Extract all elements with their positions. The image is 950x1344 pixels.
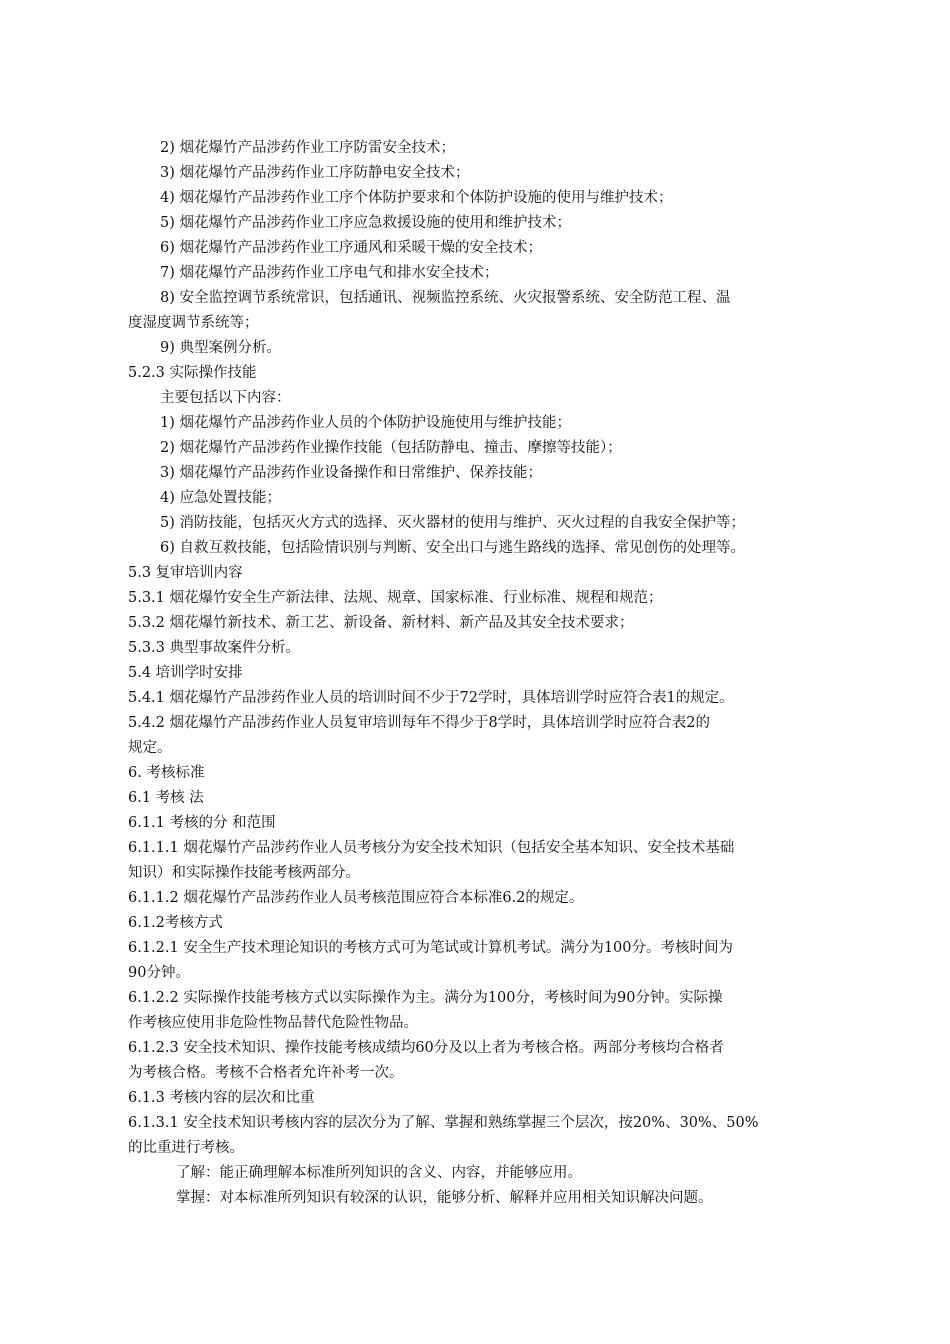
clause-5-4-2-cont: 规定。 — [128, 740, 172, 756]
list-item-8: 8) 安全监控调节系统常识，包括通讯、视频监控系统、火灾报警系统、安全防范工程、温 — [160, 290, 731, 306]
list-item-8-cont: 度湿度调节系统等； — [128, 315, 259, 331]
clause-6-1-1-1-cont: 知识）和实际操作技能考核两部分。 — [128, 865, 360, 881]
skill-item-6: 6) 自救互救技能，包括险情识别与判断、安全出口与逃生路线的选择、常见创伤的处理等。 — [160, 540, 745, 556]
definition-understand: 了解：能正确理解本标准所列知识的含义、内容，并能够应用。 — [176, 1165, 582, 1181]
section-heading-5-4: 5.4 培训学时安排 — [128, 665, 243, 681]
clause-6-1-1-1: 6.1.1.1 烟花爆竹产品涉药作业人员考核分为安全技术知识（包括安全基本知识、安全技术基础 — [128, 840, 735, 856]
skill-item-4: 4) 应急处置技能； — [160, 490, 281, 506]
skill-item-1: 1) 烟花爆竹产品涉药作业人员的个体防护设施使用与维护技能； — [160, 415, 571, 431]
clause-6-1-2-1-cont: 90分钟。 — [128, 965, 190, 981]
clause-5-3-1: 5.3.1 烟花爆竹安全生产新法律、法规、规章、国家标准、行业标准、规程和规范； — [128, 590, 663, 606]
chapter-heading-6: 6. 考核标准 — [128, 765, 205, 781]
clause-6-1-3-1: 6.1.3.1 安全技术知识考核内容的层次分为了解、掌握和熟练掌握三个层次，按20%、30%、50% — [128, 1115, 759, 1131]
skill-item-5: 5) 消防技能，包括灭火方式的选择、灭火器材的使用与维护、灭火过程的自我安全保护等； — [160, 515, 745, 531]
clause-6-1-1-2: 6.1.1.2 烟花爆竹产品涉药作业人员考核范围应符合本标准6.2的规定。 — [128, 890, 584, 906]
list-item-7: 7) 烟花爆竹产品涉药作业工序电气和排水安全技术； — [160, 265, 499, 281]
list-item-3: 3) 烟花爆竹产品涉药作业工序防静电安全技术； — [160, 165, 470, 181]
clause-5-4-2: 5.4.2 烟花爆竹产品涉药作业人员复审培训每年不得少于8学时，具体培训学时应符合表2的 — [128, 715, 710, 731]
clause-6-1-2-2: 6.1.2.2 实际操作技能考核方式以实际操作为主。满分为100分，考核时间为90分钟。实际操 — [128, 990, 723, 1006]
list-item-2: 2) 烟花爆竹产品涉药作业工序防雷安全技术； — [160, 140, 455, 156]
list-item-4: 4) 烟花爆竹产品涉药作业工序个体防护要求和个体防护设施的使用与维护技术； — [160, 190, 673, 206]
clause-6-1-3-1-cont: 的比重进行考核。 — [128, 1140, 244, 1156]
clause-6-1-2-2-cont: 作考核应使用非危险性物品替代危险性物品。 — [128, 1015, 418, 1031]
list-item-6: 6) 烟花爆竹产品涉药作业工序通风和采暖干燥的安全技术； — [160, 240, 542, 256]
list-item-5: 5) 烟花爆竹产品涉药作业工序应急救援设施的使用和维护技术； — [160, 215, 571, 231]
clause-5-3-2: 5.3.2 烟花爆竹新技术、新工艺、新设备、新材料、新产品及其安全技术要求； — [128, 615, 634, 631]
skill-item-3: 3) 烟花爆竹产品涉药作业设备操作和日常维护、保养技能； — [160, 465, 542, 481]
paragraph-intro: 主要包括以下内容： — [160, 390, 291, 406]
skill-item-2: 2) 烟花爆竹产品涉药作业操作技能（包括防静电、撞击、摩擦等技能）； — [160, 440, 622, 456]
section-heading-5-2-3: 5.2.3 实际操作技能 — [128, 365, 257, 381]
section-heading-6-1-2: 6.1.2考核方式 — [128, 915, 223, 931]
section-heading-5-3: 5.3 复审培训内容 — [128, 565, 243, 581]
clause-6-1-2-3: 6.1.2.3 安全技术知识、操作技能考核成绩均60分及以上者为考核合格。两部分考核均合格者 — [128, 1040, 724, 1056]
clause-6-1-2-3-cont: 为考核合格。考核不合格者允许补考一次。 — [128, 1065, 404, 1081]
clause-5-3-3: 5.3.3 典型事故案件分析。 — [128, 640, 301, 656]
section-heading-6-1-1: 6.1.1 考核的分 和范围 — [128, 815, 276, 831]
section-heading-6-1: 6.1 考核 法 — [128, 790, 204, 806]
section-heading-6-1-3: 6.1.3 考核内容的层次和比重 — [128, 1090, 315, 1106]
clause-5-4-1: 5.4.1 烟花爆竹产品涉药作业人员的培训时间不少于72学时，具体培训学时应符合表1的规定。 — [128, 690, 734, 706]
definition-master: 掌握：对本标准所列知识有较深的认识，能够分析、解释并应用相关知识解决问题。 — [176, 1190, 713, 1206]
clause-6-1-2-1: 6.1.2.1 安全生产技术理论知识的考核方式可为笔试或计算机考试。满分为100分。考核时间为 — [128, 940, 734, 956]
list-item-9: 9) 典型案例分析。 — [160, 340, 281, 356]
